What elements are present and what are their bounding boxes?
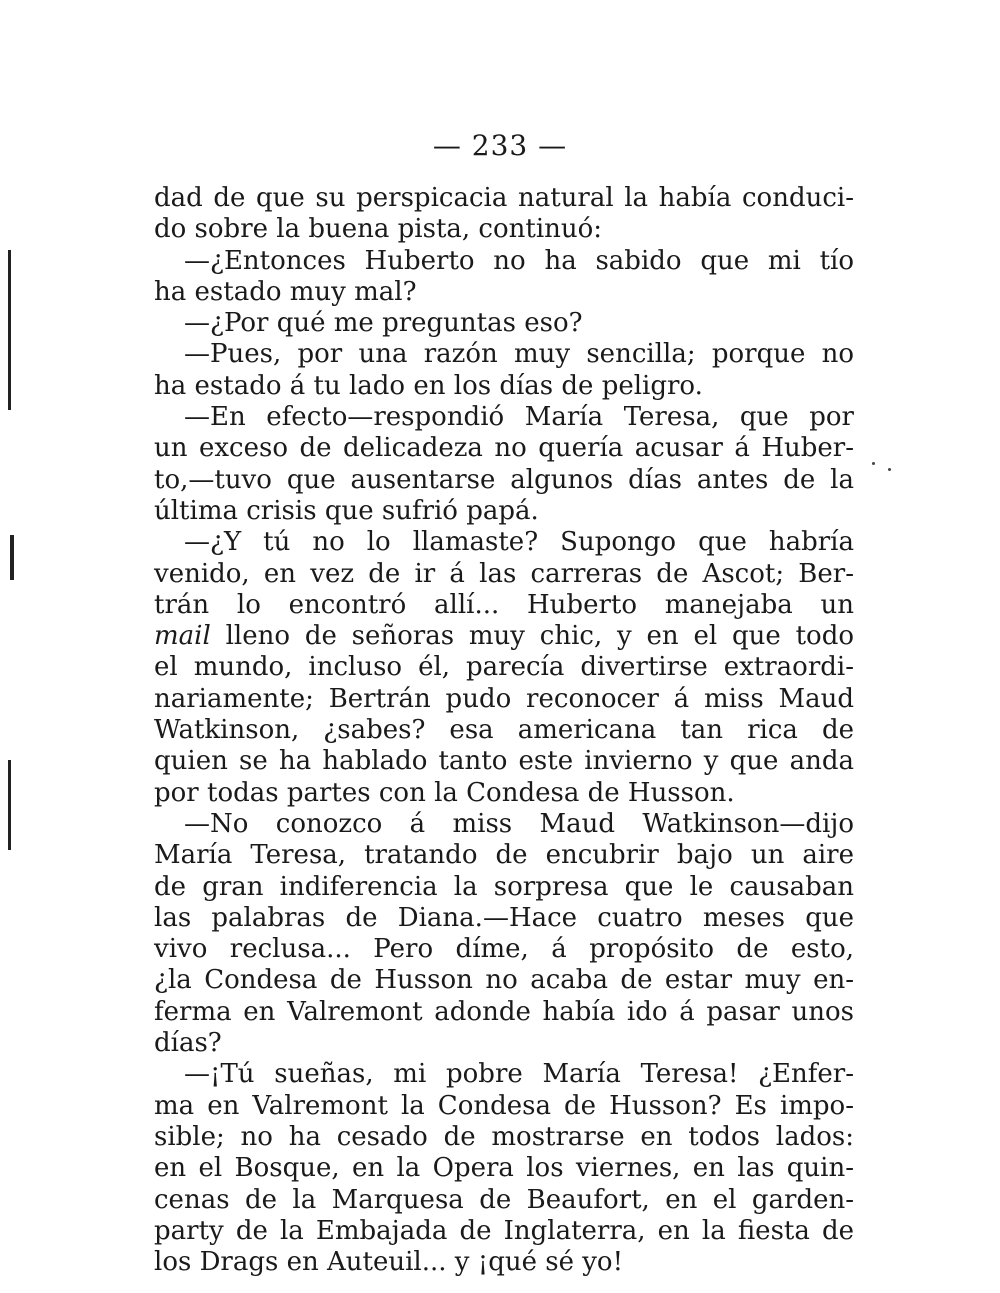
- text-line: —¿Por qué me preguntas eso?: [184, 308, 583, 339]
- page-number: — 233 —: [432, 129, 568, 162]
- text-line: cenas de la Marquesa de Beaufort, en el garden-: [154, 1184, 854, 1215]
- text-line: quien se ha hablado tanto este invierno y que anda: [154, 746, 854, 777]
- scan-dot: [872, 462, 875, 465]
- text-line: los Drags en Auteuil... y ¡qué sé yo!: [154, 1247, 624, 1278]
- text-line: ma en Valremont la Condesa de Husson? Es impo-: [154, 1090, 854, 1121]
- text-line: —No conozco á miss Maud Watkinson—dijo: [184, 808, 854, 839]
- text-line: en el Bosque, en la Opera los viernes, en las quin-: [154, 1153, 854, 1184]
- text-line: party de la Embajada de Inglaterra, en la fiesta de: [154, 1215, 854, 1246]
- text-line: última crisis que sufrió papá.: [154, 495, 539, 526]
- text-line: —¿Y tú no lo llamaste? Supongo que habría: [184, 527, 854, 558]
- text-line: —Pues, por una razón muy sencilla; porque no: [184, 339, 854, 370]
- text-line: venido, en vez de ir á las carreras de Ascot; Ber-: [154, 558, 854, 589]
- text-line: días?: [154, 1028, 222, 1059]
- text-line: Watkinson, ¿sabes? esa americana tan rica de: [154, 715, 854, 746]
- italic-word: mail: [154, 621, 211, 652]
- text-line: por todas partes con la Condesa de Husson.: [154, 777, 735, 808]
- text-line: María Teresa, tratando de encubrir bajo un aire: [154, 840, 854, 871]
- text-line: —¡Tú sueñas, mi pobre María Teresa! ¿Enfer-: [184, 1059, 854, 1090]
- text-line: to,—tuvo que ausentarse algunos días antes de la: [154, 464, 854, 495]
- scan-margin-mark: [8, 250, 11, 410]
- text-line: ¿la Condesa de Husson no acaba de estar muy en-: [154, 965, 854, 996]
- text-line: [154, 621, 854, 652]
- text-line: do sobre la buena pista, continuó:: [154, 214, 603, 245]
- text-line-rest: lleno de señoras muy chic, y en el que todo: [210, 621, 854, 652]
- text-line: ferma en Valremont adonde había ido á pasar unos: [154, 996, 854, 1027]
- scan-margin-mark: [10, 535, 14, 580]
- text-line: —En efecto—respondió María Teresa, que por: [184, 402, 854, 433]
- text-line: las palabras de Diana.—Hace cuatro meses que: [154, 902, 854, 933]
- text-line: el mundo, incluso él, parecía divertirse extraordi-: [154, 652, 854, 683]
- text-line: trán lo encontró allí... Huberto manejaba un: [154, 589, 854, 620]
- text-line: dad de que su perspicacia natural la había conduci-: [154, 183, 854, 213]
- text-line: ha estado á tu lado en los días de peligro.: [154, 370, 703, 401]
- text-line: de gran indiferencia la sorpresa que le causaban: [154, 871, 854, 902]
- body-text: [154, 183, 854, 1278]
- text-line: —¿Entonces Huberto no ha sabido que mi tío: [184, 245, 854, 276]
- scan-margin-mark: [8, 760, 11, 850]
- text-line: un exceso de delicadeza no quería acusar á Huber-: [154, 433, 854, 464]
- scan-dot: [888, 468, 891, 471]
- text-line: nariamente; Bertrán pudo reconocer á miss Maud: [154, 683, 854, 714]
- text-line: sible; no ha cesado de mostrarse en todos lados:: [154, 1121, 854, 1152]
- text-line: ha estado muy mal?: [154, 276, 417, 307]
- text-line: vivo reclusa... Pero díme, á propósito de esto,: [154, 934, 854, 965]
